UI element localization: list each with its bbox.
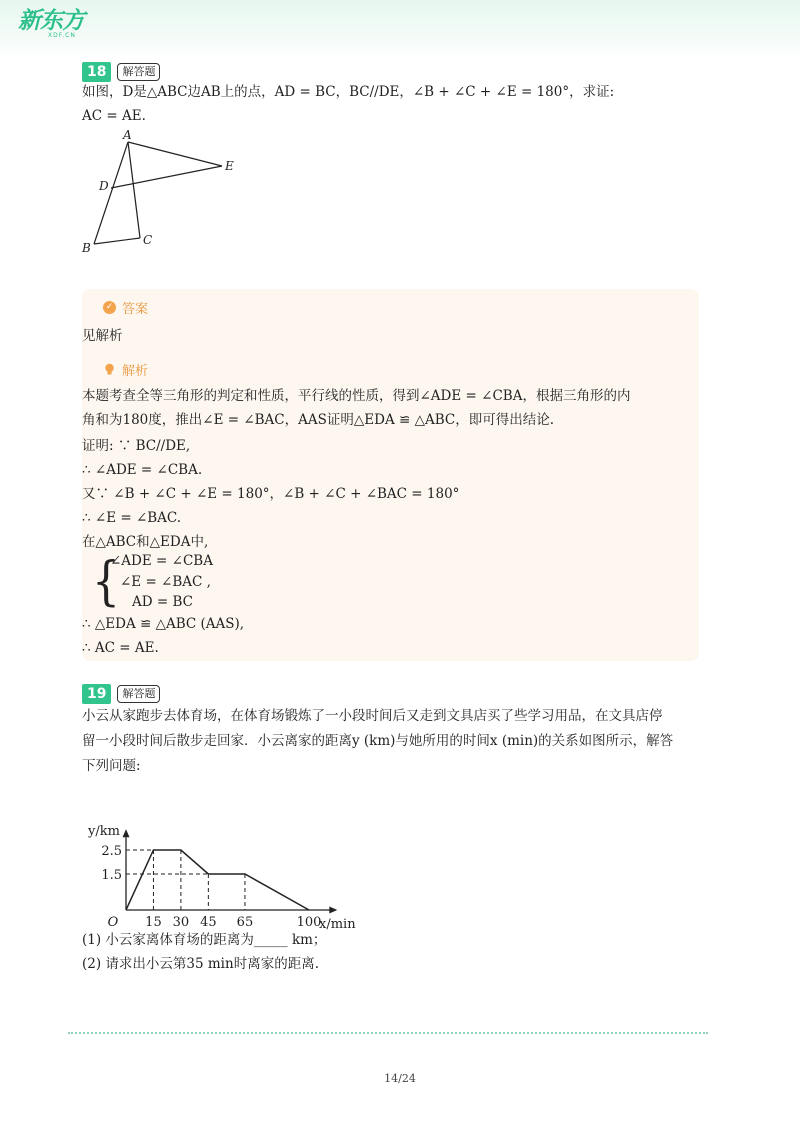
x-axis-arrow	[329, 907, 337, 914]
label-d: D	[99, 179, 109, 193]
y-tick-label: 1.5	[101, 868, 122, 883]
conclusion-line: ∴ △EDA ≌ △ABC (AAS),	[82, 616, 245, 632]
y-tick-label: 2.5	[101, 844, 122, 859]
q18-number: 18	[82, 62, 111, 82]
y-axis-arrow	[123, 829, 130, 837]
footer-divider	[68, 1032, 708, 1034]
q19-stem-line: 下列问题:	[82, 758, 141, 774]
label-b: B	[82, 241, 91, 255]
system-line: AD = BC	[132, 594, 193, 610]
q19-stem-line: 小云从家跑步去体育场，在体育场锻炼了一小段时间后又走到文具店买了些学习用品，在文具店停	[82, 708, 663, 724]
analysis-line: 证明: ∵ BC//DE,	[82, 438, 191, 454]
system-line: ∠E = ∠BAC ,	[120, 574, 211, 590]
segment-ac	[128, 142, 140, 238]
analysis-label-text: 解析	[122, 364, 149, 379]
x-tick-label: 45	[200, 915, 217, 930]
label-a: A	[123, 128, 132, 142]
analysis-line: ∴ ∠E = ∠BAC.	[82, 510, 182, 526]
distance-time-chart	[78, 772, 398, 932]
x-tick-label: 65	[236, 915, 254, 930]
segment-bc	[94, 238, 140, 244]
x-axis-label: x/min	[319, 917, 356, 932]
label-e: E	[225, 159, 234, 173]
q18-figure	[80, 128, 250, 260]
logo	[18, 8, 84, 39]
sub-question-2: (2) 请求出小云第35 min时离家的距离.	[82, 956, 319, 972]
q19-number: 19	[82, 684, 111, 704]
q18-stem-line1: 如图，D是△ABC边AB上的点，AD = BC，BC//DE，∠B + ∠C + ∠E = 180°，求证:	[82, 84, 615, 100]
logo-text: 新东方	[18, 8, 84, 34]
analysis-label	[103, 360, 148, 379]
page-number: 14/24	[384, 1072, 416, 1085]
system-line: ∠ADE = ∠CBA	[110, 553, 213, 569]
lightbulb-icon	[103, 363, 116, 376]
analysis-line: 又∵ ∠B + ∠C + ∠E = 180°，∠B + ∠C + ∠BAC = 180°	[82, 486, 460, 502]
answer-label	[103, 298, 148, 317]
analysis-line: ∴ ∠ADE = ∠CBA.	[82, 462, 203, 478]
q18-stem-line2: AC = AE.	[82, 108, 146, 124]
origin-label: O	[107, 915, 119, 930]
analysis-line: 在△ABC和△EDA中,	[82, 534, 209, 550]
segment-de	[111, 166, 222, 188]
q19-stem-line: 留一小段时间后散步走回家．小云离家的距离y (km)与她所用的时间x (min)的关系如图所示，解答	[82, 733, 674, 749]
logo-subtext: XDF.CN	[48, 32, 76, 39]
check-circle-icon: ✓	[103, 301, 116, 314]
header-band	[0, 0, 800, 58]
q18-type-badge: 解答题	[117, 63, 160, 81]
segment-ae	[128, 142, 222, 166]
x-tick-label: 15	[145, 915, 162, 930]
conclusion-line: ∴ AC = AE.	[82, 640, 159, 656]
q19-header	[82, 684, 160, 704]
y-axis-label: y/km	[88, 824, 120, 840]
system-brace: {	[92, 550, 120, 612]
x-tick-label: 30	[172, 915, 190, 930]
answer-label-text: 答案	[122, 302, 149, 317]
x-tick-label: 100	[296, 915, 322, 930]
sub-question-1: (1) 小云家离体育场的距离为_____ km；	[82, 932, 327, 948]
segment-ab	[94, 142, 128, 244]
analysis-line: 本题考查全等三角形的判定和性质，平行线的性质，得到∠ADE = ∠CBA，根据三角形的内	[82, 388, 631, 404]
analysis-line: 角和为180度，推出∠E = ∠BAC，AAS证明△EDA ≌ △ABC，即可得出结论.	[82, 412, 555, 428]
label-c: C	[143, 233, 153, 247]
q19-type-badge: 解答题	[117, 685, 160, 703]
q18-header	[82, 62, 160, 82]
answer-text: 见解析	[82, 328, 123, 344]
